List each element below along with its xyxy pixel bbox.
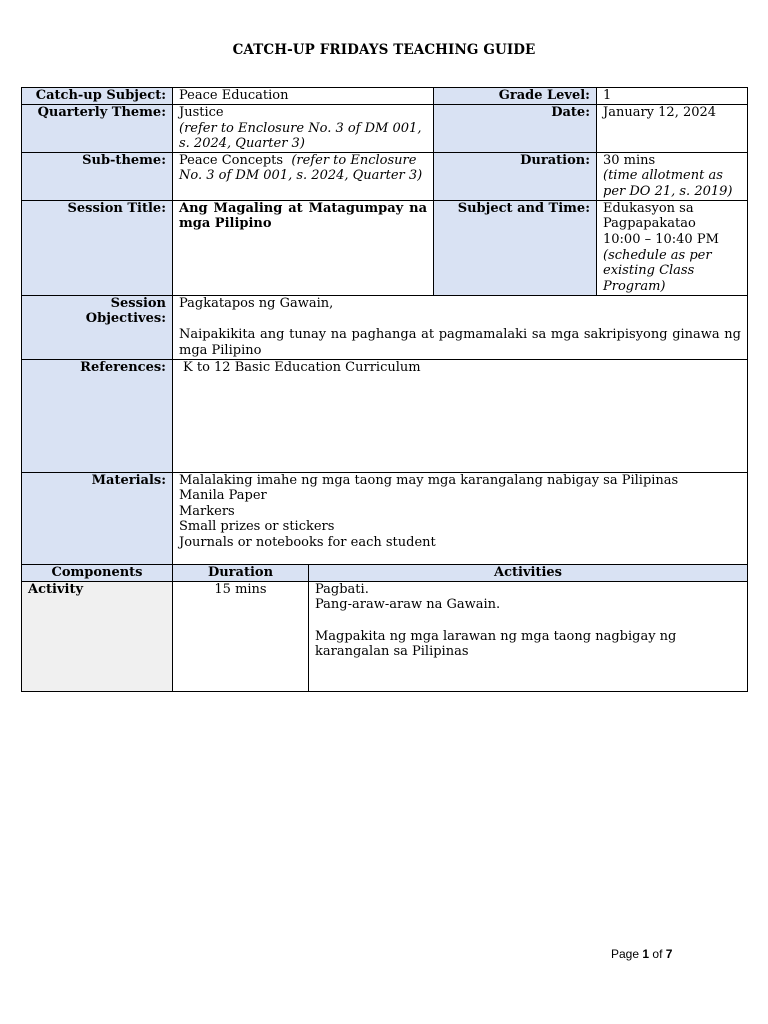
activities-header: Activities — [309, 565, 748, 582]
subtheme-cell — [173, 152, 434, 200]
grade-label: Grade Level: — [434, 88, 597, 105]
references-label: References: — [22, 359, 173, 472]
time-value: 10:00 – 10:40 PM — [603, 231, 719, 247]
schedule-note: (schedule as per existing Class Program) — [603, 247, 712, 294]
materials-item: Malalaking imahe ng mga taong may mga karangalang nabigay sa Pilipinas — [179, 472, 679, 488]
subject-value: Peace Education — [173, 88, 434, 105]
subject-time-value: Edukasyon sa Pagpapakatao — [603, 200, 696, 232]
grade-value: 1 — [597, 88, 748, 105]
theme-value: Justice — [179, 105, 224, 120]
objectives-cell — [173, 295, 748, 359]
activity-line: Pagbati. — [315, 581, 369, 597]
objectives-text: Naipakikita ang tunay na paghanga at pagmamalaki sa mga sakripisyong ginawa ng mga Pilipino — [179, 327, 741, 358]
materials-item: Markers — [179, 503, 235, 519]
materials-item: Journals or notebooks for each student — [179, 534, 436, 550]
session-title-label: Session Title: — [22, 200, 173, 295]
duration-header: Duration — [173, 565, 309, 582]
subtheme-value: Peace Concepts — [179, 152, 284, 168]
date-value: January 12, 2024 — [597, 105, 748, 153]
component-duration: 15 mins — [173, 581, 309, 691]
page-title: CATCH-UP FRIDAYS TEACHING GUIDE — [232, 42, 536, 58]
page-footer — [611, 947, 672, 961]
activity-line: Magpakita ng mga larawan ng mga taong nagbigay ng karangalan sa Pilipinas — [315, 628, 677, 660]
theme-note: (refer to Enclosure No. 3 of DM 001, s. 2024, Quarter 3) — [179, 120, 422, 152]
duration-label: Duration: — [434, 152, 597, 200]
subtheme-note: (refer to Enclosure No. 3 of DM 001, s. 2024, Quarter 3) — [179, 152, 423, 184]
materials-item: Manila Paper — [179, 488, 267, 504]
materials-item: Small prizes or stickers — [179, 519, 335, 535]
subject-time-label: Subject and Time: — [434, 200, 597, 295]
subject-label: Catch-up Subject: — [22, 88, 173, 105]
subtheme-label: Sub-theme: — [22, 152, 173, 200]
footer-of: of — [652, 947, 663, 961]
duration-value: 30 mins — [603, 152, 656, 168]
subject-time-cell — [597, 200, 748, 295]
footer-prefix: Page — [611, 947, 640, 961]
theme-label: Quarterly Theme: — [22, 105, 173, 153]
theme-cell — [173, 105, 434, 153]
duration-cell — [597, 152, 748, 200]
footer-page: 1 — [642, 947, 650, 961]
info-table — [21, 87, 748, 567]
references-value: K to 12 Basic Education Curriculum — [173, 359, 748, 472]
materials-label: Materials: — [22, 472, 173, 566]
components-table — [21, 564, 748, 692]
component-name: Activity — [22, 581, 173, 691]
activity-line: Pang-araw-araw na Gawain. — [315, 597, 501, 613]
footer-total: 7 — [665, 947, 673, 961]
session-title-value: Ang Magaling at Matagumpay na mga Pilipino — [173, 200, 434, 295]
date-label: Date: — [434, 105, 597, 153]
materials-cell — [173, 472, 748, 566]
objectives-label: Session Objectives: — [22, 295, 173, 359]
components-header: Components — [22, 565, 173, 582]
duration-note: (time allotment as per DO 21, s. 2019) — [603, 168, 733, 199]
objectives-intro: Pagkatapos ng Gawain, — [179, 295, 334, 311]
component-activities — [309, 581, 748, 691]
